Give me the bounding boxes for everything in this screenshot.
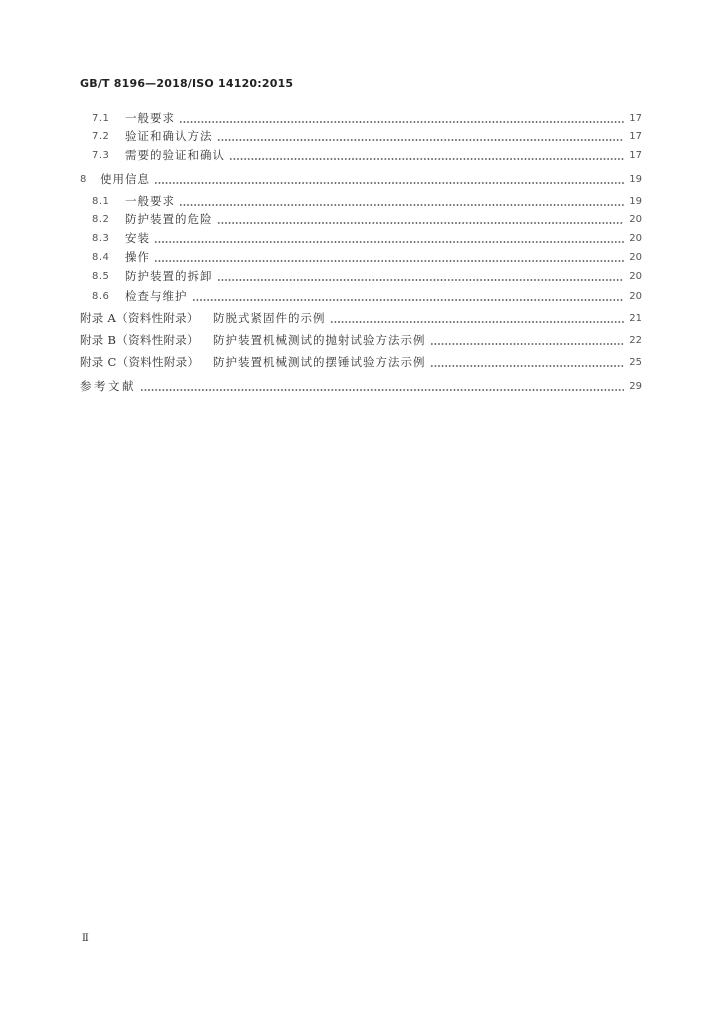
page-number: 29 <box>629 381 642 392</box>
section-title: 防护装置的拆卸 <box>125 269 213 283</box>
toc-entry-7-1 <box>80 111 642 126</box>
section-title: 一般要求 <box>125 194 175 208</box>
section-number: 8.5 <box>92 271 110 282</box>
toc-entry-8-5 <box>80 269 642 284</box>
section-number: 8.3 <box>92 233 110 244</box>
page-number: 22 <box>629 335 642 346</box>
section-title: 验证和确认方法 <box>125 129 213 143</box>
document-id-header: GB/T 8196—2018/ISO 14120:2015 <box>80 77 294 90</box>
toc-entry-7-2 <box>80 129 642 144</box>
page-folio: Ⅱ <box>82 933 89 944</box>
section-number: 8.2 <box>92 214 110 225</box>
toc-entry-bibliography <box>80 379 642 394</box>
dot-leader <box>217 269 625 284</box>
toc-entry-8 <box>80 172 642 187</box>
annex-label: 附录 A（资料性附录） <box>80 311 199 325</box>
dot-leader <box>179 111 624 126</box>
section-title: 检查与维护 <box>125 289 188 303</box>
toc-entry-8-6 <box>80 289 642 304</box>
section-number: 7.3 <box>92 150 110 161</box>
page-number: 17 <box>629 131 642 142</box>
annex-label: 附录 B（资料性附录） <box>80 333 199 347</box>
dot-leader <box>430 333 625 348</box>
dot-leader <box>229 148 624 163</box>
page-number: 20 <box>629 291 642 302</box>
section-title: 一般要求 <box>125 111 175 125</box>
toc-entry-8-3 <box>80 231 642 246</box>
page-number: 19 <box>629 196 642 207</box>
annex-title: 防脱式紧固件的示例 <box>213 311 326 325</box>
toc-entry-8-2 <box>80 212 642 227</box>
toc-entry-annex-b <box>80 333 642 348</box>
page-number: 21 <box>629 313 642 324</box>
toc-entry-8-1 <box>80 194 642 209</box>
dot-leader <box>330 311 625 326</box>
toc-entry-7-3 <box>80 148 642 163</box>
section-number: 8.6 <box>92 291 110 302</box>
page-number: 20 <box>629 252 642 263</box>
section-number: 7.1 <box>92 113 110 124</box>
page-number: 25 <box>629 357 642 368</box>
page-number: 20 <box>629 271 642 282</box>
page-number: 20 <box>629 214 642 225</box>
annex-title: 防护装置机械测试的摆锤试验方法示例 <box>213 355 426 369</box>
dot-leader <box>430 355 625 370</box>
section-number: 8.1 <box>92 196 110 207</box>
dot-leader <box>179 194 624 209</box>
section-title: 防护装置的危险 <box>125 212 213 226</box>
chapter-number: 8 <box>80 174 87 185</box>
page-number: 17 <box>629 113 642 124</box>
section-title: 操作 <box>125 250 150 264</box>
bibliography-title: 参考文献 <box>80 379 136 393</box>
dot-leader <box>192 289 625 304</box>
section-number: 8.4 <box>92 252 110 263</box>
section-title: 安装 <box>125 231 150 245</box>
section-number: 7.2 <box>92 131 110 142</box>
section-title: 需要的验证和确认 <box>125 148 225 162</box>
annex-label: 附录 C（资料性附录） <box>80 355 200 369</box>
dot-leader <box>140 379 624 394</box>
dot-leader <box>217 129 625 144</box>
page-number: 19 <box>629 174 642 185</box>
chapter-title: 使用信息 <box>100 172 150 186</box>
toc-entry-annex-a <box>80 311 642 326</box>
page-number: 17 <box>629 150 642 161</box>
toc-entry-8-4 <box>80 250 642 265</box>
annex-title: 防护装置机械测试的抛射试验方法示例 <box>213 333 426 347</box>
dot-leader <box>154 250 624 265</box>
toc-entry-annex-c <box>80 355 642 370</box>
dot-leader <box>154 231 624 246</box>
dot-leader <box>217 212 625 227</box>
dot-leader <box>154 172 624 187</box>
page-number: 20 <box>629 233 642 244</box>
